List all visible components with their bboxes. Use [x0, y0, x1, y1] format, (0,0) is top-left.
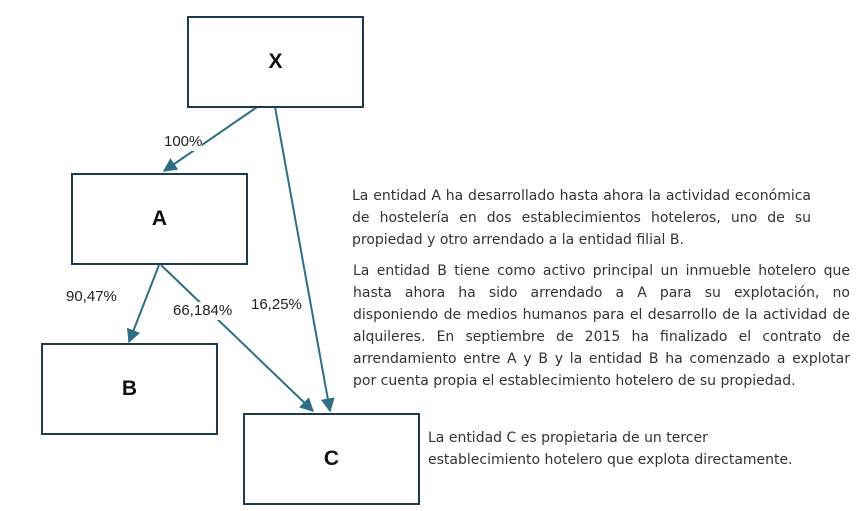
- entity-a-label: A: [151, 207, 168, 230]
- entity-x-label: X: [268, 50, 283, 73]
- ownership-x-c-label: 16,25%: [251, 296, 302, 313]
- ownership-a-b-label: 90,47%: [66, 288, 117, 305]
- entity-b-label: B: [121, 377, 138, 400]
- arrow-x-to-c: [275, 107, 330, 411]
- entity-b-description: La entidad B tiene como activo principal un inmueble hotelero que hasta ahora ha sido arrendado a A para su explotación, no disponiendo de medios humanos para el desarrollo de la actividad de alquileres. En septiembre de 2015 ha finalizado el contrato de arrendamiento entre A y B y la entidad B ha comenzado a explotar por cuenta propia el establecimiento hotelero de su propiedad.: [353, 263, 850, 389]
- entity-c-label: C: [323, 447, 340, 470]
- entity-c-box: [243, 413, 420, 505]
- ownership-x-a-label: 100%: [164, 133, 203, 150]
- entity-c-description: La entidad C es propietaria de un tercer establecimiento hotelero que explota directamente.: [428, 430, 793, 468]
- arrow-a-to-b: [129, 265, 159, 342]
- entity-a-description: La entidad A ha desarrollado hasta ahora la actividad económica de hostelería en dos establecimientos hoteleros, uno de su propiedad y otro arrendado a la entidad filial B.: [352, 188, 811, 248]
- entity-x-box: [187, 16, 364, 108]
- entity-a-box: [71, 173, 248, 265]
- entity-b-box: [41, 343, 218, 435]
- ownership-a-c-label: 66,184%: [173, 302, 232, 319]
